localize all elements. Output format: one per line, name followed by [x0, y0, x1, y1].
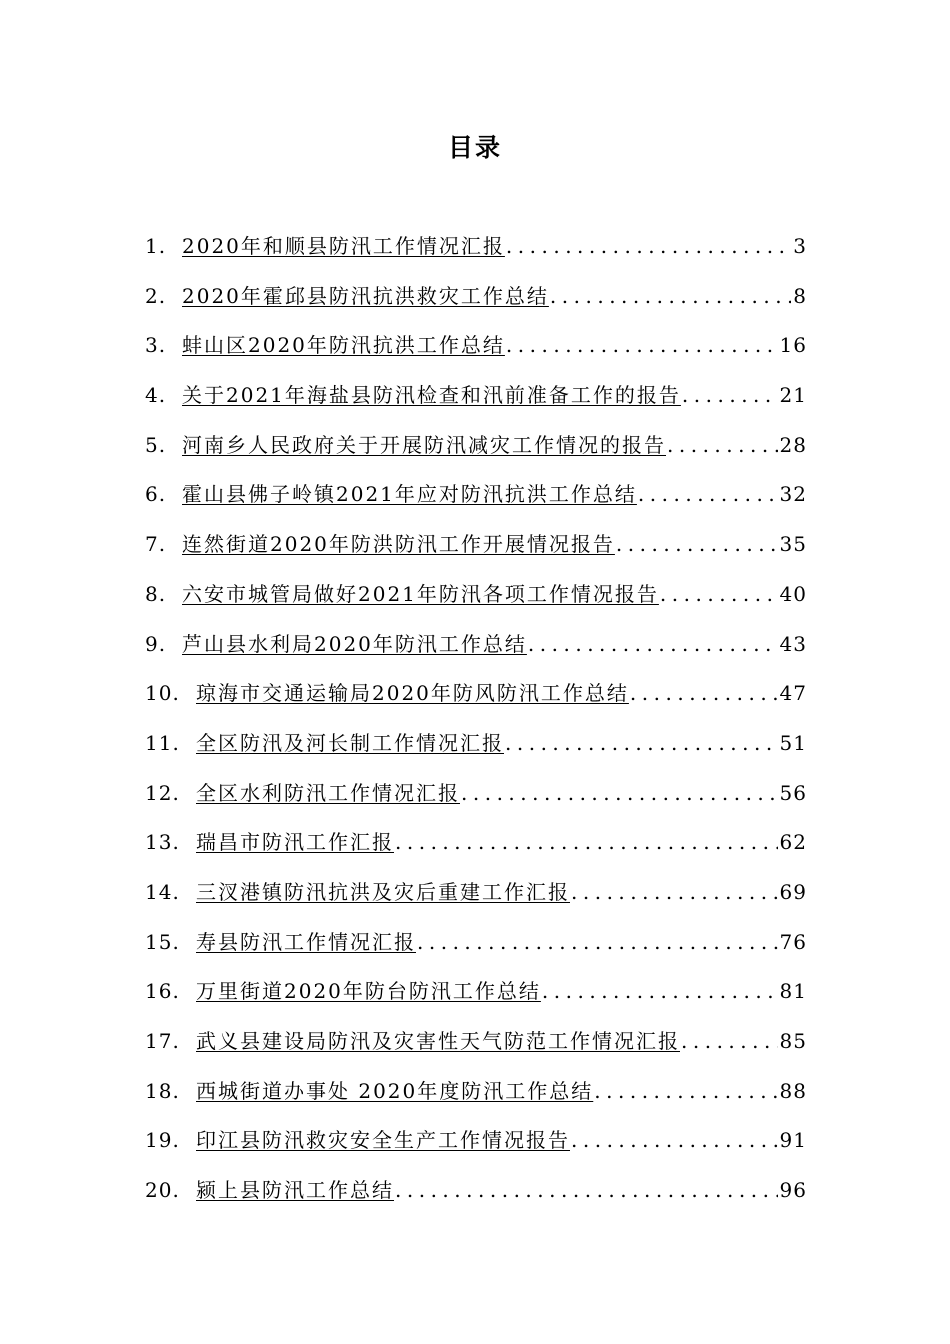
toc-entry-link[interactable]: 寿县防汛工作情况汇报	[196, 929, 416, 954]
toc-dot-leader	[571, 1128, 778, 1152]
toc-dot-leader	[505, 731, 778, 755]
toc-entry-page: 81	[779, 979, 807, 1004]
toc-entry-page: 56	[779, 780, 807, 805]
toc-entry-number: 7.	[145, 532, 167, 557]
toc-entry-number: 4.	[145, 383, 167, 408]
toc-dot-leader	[630, 681, 778, 705]
toc-entry	[145, 826, 807, 876]
toc-entry	[145, 1075, 807, 1125]
toc-entry-link[interactable]: 六安市城管局做好2021年防汛各项工作情况报告	[182, 581, 659, 606]
toc-entry	[145, 230, 807, 280]
toc-dot-leader	[594, 1079, 777, 1103]
toc-entry-link[interactable]: 琼海市交通运输局2020年防风防汛工作总结	[196, 681, 629, 706]
toc-entry	[145, 975, 807, 1025]
toc-entry-page: 28	[779, 432, 807, 457]
toc-entry-number: 5.	[145, 432, 167, 457]
toc-entry-link[interactable]: 2020年和顺县防汛工作情况汇报	[182, 234, 505, 258]
toc-dot-leader	[667, 433, 778, 457]
toc-dot-leader	[395, 830, 778, 854]
toc-entry-link[interactable]: 芦山县水利局2020年防汛工作总结	[182, 631, 527, 656]
toc-dot-leader	[682, 383, 778, 407]
toc-entry	[145, 478, 807, 528]
toc-entry-page: 16	[779, 333, 807, 358]
toc-entry-link[interactable]: 全区防汛及河长制工作情况汇报	[196, 730, 504, 755]
toc-entry	[145, 876, 807, 926]
toc-entry-number: 3.	[145, 333, 167, 358]
toc-entry	[145, 926, 807, 976]
toc-entry-page: 96	[779, 1178, 807, 1203]
toc-dot-leader	[461, 781, 778, 805]
toc-entry-number: 11.	[145, 730, 180, 755]
toc-dot-leader	[571, 880, 778, 904]
toc-entry	[145, 280, 807, 330]
toc-dot-leader	[528, 632, 778, 656]
toc-dot-leader	[395, 1178, 778, 1202]
toc-entry-number: 8.	[145, 581, 167, 606]
toc-entry-page: 76	[779, 929, 807, 954]
toc-entry-page: 21	[779, 383, 807, 408]
toc-entry-link[interactable]: 西城街道办事处 2020年度防汛工作总结	[196, 1078, 594, 1103]
toc-entry	[145, 628, 807, 678]
toc-entry-link[interactable]: 霍山县佛子岭镇2021年应对防汛抗洪工作总结	[182, 482, 637, 507]
toc-entry-link[interactable]: 颍上县防汛工作总结	[196, 1178, 394, 1203]
toc-entry-page: 62	[779, 830, 807, 855]
toc-entry-number: 16.	[145, 979, 180, 1004]
toc-entry-page: 32	[779, 482, 807, 507]
toc-entry-link[interactable]: 武义县建设局防汛及灾害性天气防范工作情况汇报	[196, 1029, 680, 1053]
toc-entry	[145, 727, 807, 777]
toc-entry-number: 18.	[145, 1078, 180, 1103]
toc-entry-page: 40	[779, 581, 807, 606]
toc-entry-number: 12.	[145, 780, 180, 805]
toc-entry-link[interactable]: 三汊港镇防汛抗洪及灾后重建工作汇报	[196, 879, 570, 904]
toc-entry-number: 13.	[145, 830, 180, 855]
toc-entry	[145, 379, 807, 429]
toc-dot-leader	[506, 234, 791, 258]
toc-entry	[145, 677, 807, 727]
toc-entry	[145, 429, 807, 479]
toc-entry-link[interactable]: 万里街道2020年防台防汛工作总结	[196, 979, 541, 1004]
toc-entry-link[interactable]: 瑞昌市防汛工作汇报	[196, 830, 394, 855]
toc-entry-link[interactable]: 蚌山区2020年防汛抗洪工作总结	[182, 333, 505, 358]
toc-entry-link[interactable]: 连然街道2020年防洪防汛工作开展情况报告	[182, 532, 615, 557]
toc-entry-page: 51	[779, 730, 807, 755]
toc-dot-leader	[616, 532, 778, 556]
toc-entry-page: 3	[793, 234, 807, 258]
toc-entry-link[interactable]: 2020年霍邱县防汛抗洪救灾工作总结	[182, 283, 549, 308]
toc-entry-page: 91	[779, 1128, 807, 1153]
toc-dot-leader	[638, 482, 778, 506]
toc-entry	[145, 329, 807, 379]
toc-entry	[145, 1124, 807, 1174]
table-of-contents	[145, 230, 807, 1224]
toc-entry	[145, 528, 807, 578]
toc-dot-leader	[417, 930, 778, 954]
toc-entry-number: 14.	[145, 879, 180, 904]
toc-entry-page: 8	[793, 283, 807, 308]
toc-entry-page: 88	[779, 1078, 807, 1103]
toc-dot-leader	[506, 333, 778, 357]
page-title: 目录	[447, 133, 502, 162]
toc-entry-page: 43	[779, 631, 807, 656]
toc-entry-page: 85	[779, 1029, 807, 1053]
toc-entry	[145, 1025, 807, 1075]
toc-entry-page: 69	[779, 879, 807, 904]
toc-entry-number: 15.	[145, 929, 180, 954]
toc-entry	[145, 777, 807, 827]
toc-entry-link[interactable]: 关于2021年海盐县防汛检查和汛前准备工作的报告	[182, 383, 681, 408]
toc-entry-number: 2.	[145, 283, 167, 308]
toc-entry-number: 9.	[145, 631, 167, 656]
toc-entry-link[interactable]: 印江县防汛救灾安全生产工作情况报告	[196, 1128, 570, 1153]
toc-dot-leader	[681, 1029, 778, 1053]
toc-entry-number: 6.	[145, 482, 167, 507]
toc-entry	[145, 1174, 807, 1224]
toc-dot-leader	[550, 284, 791, 308]
toc-entry-page: 35	[779, 532, 807, 557]
toc-entry-page: 47	[779, 681, 807, 706]
toc-entry	[145, 578, 807, 628]
toc-dot-leader	[542, 979, 778, 1003]
toc-entry-number: 10.	[145, 681, 180, 706]
toc-entry-number: 20.	[145, 1178, 180, 1203]
toc-entry-number: 17.	[145, 1029, 180, 1053]
toc-entry-link[interactable]: 河南乡人民政府关于开展防汛减灾工作情况的报告	[182, 432, 666, 457]
toc-dot-leader	[660, 582, 778, 606]
toc-entry-link[interactable]: 全区水利防汛工作情况汇报	[196, 780, 460, 805]
toc-entry-number: 19.	[145, 1128, 180, 1153]
toc-entry-number: 1.	[145, 234, 167, 258]
